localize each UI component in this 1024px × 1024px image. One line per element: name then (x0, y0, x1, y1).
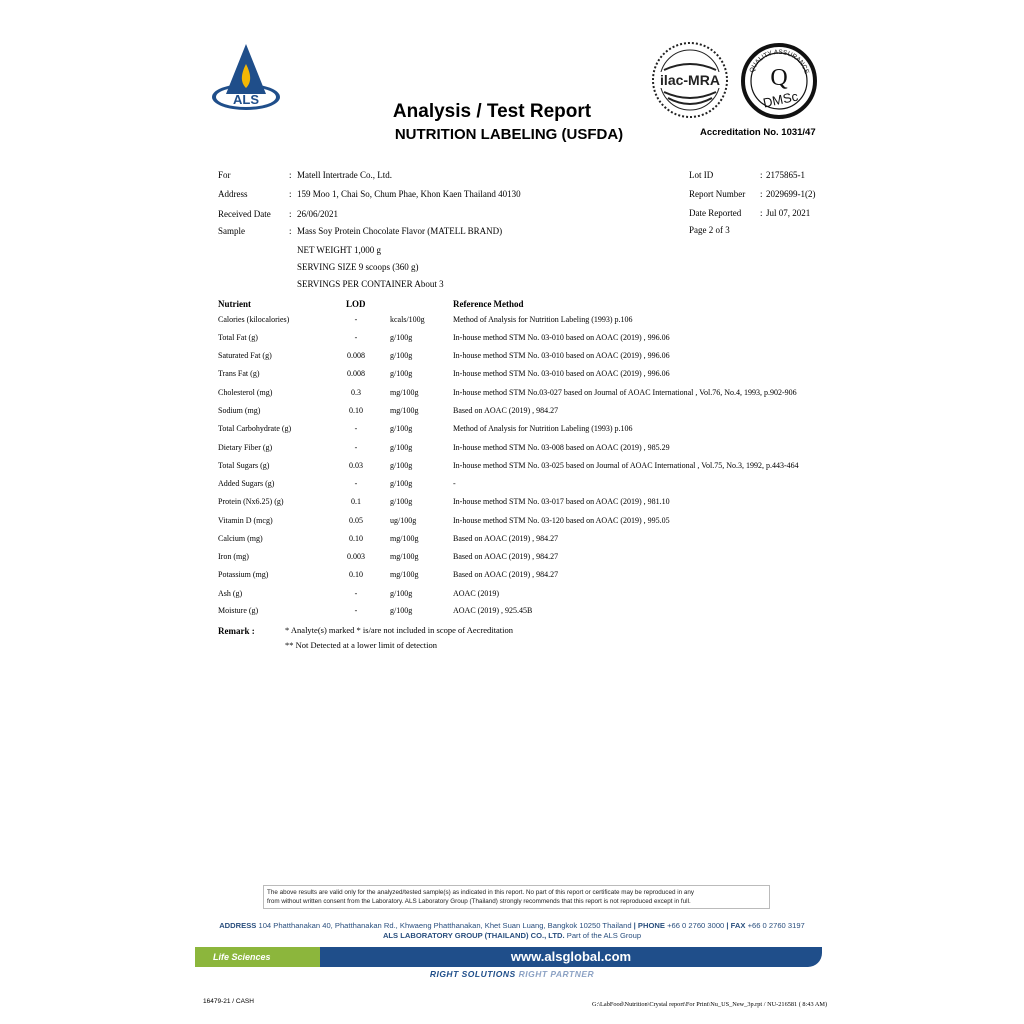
lod-value: 0.10 (349, 534, 363, 543)
reference-method: In-house method STM No. 03-010 based on AOAC (2019) , 996.06 (453, 369, 670, 378)
nutrient-name: Ash (g) (218, 589, 243, 598)
reference-method: In-house method STM No. 03-120 based on AOAC (2019) , 995.05 (453, 516, 670, 525)
file-path: G:\LabFood\Nutrition\Crystal report\For Print\Nu_US_New_3p.rpt / NU-216581 ( 8:43 AM) (592, 1001, 828, 1008)
for-value: Matell Intertrade Co., Ltd. (297, 170, 392, 180)
nutrient-name: Dietary Fiber (g) (218, 443, 273, 452)
nutrient-name: Cholesterol (mg) (218, 388, 273, 397)
reference-method: AOAC (2019) (453, 589, 499, 598)
reference-method: In-house method STM No.03-027 based on Journal of AOAC International , Vol.76, No.4, 1993, p.902-906 (453, 388, 797, 397)
nutrient-name: Sodium (mg) (218, 406, 261, 415)
table-row (0, 570, 1024, 584)
net-weight: NET WEIGHT 1,000 g (297, 245, 381, 255)
lod-value: - (354, 333, 358, 342)
nutrient-name: Saturated Fat (g) (218, 351, 272, 360)
unit: kcals/100g (390, 315, 425, 324)
lod-value: 0.3 (351, 388, 361, 397)
nutrient-name: Protein (Nx6.25) (g) (218, 497, 284, 506)
nutrient-name: Total Sugars (g) (218, 461, 270, 470)
received-value: 26/06/2021 (297, 209, 339, 219)
dmsc-seal (740, 42, 818, 120)
unit: mg/100g (390, 406, 419, 415)
colon: : (760, 170, 763, 180)
table-row (0, 606, 1024, 620)
nutrient-name: Iron (mg) (218, 552, 249, 561)
reference-method: In-house method STM No. 03-008 based on AOAC (2019) , 985.29 (453, 443, 670, 452)
logo-text: ALS (233, 92, 259, 107)
disclaimer-line-2: from without written consent from the Laboratory. ALS Laboratory Group (Thailand) strongly recommends that this report is not reproduced except in full. (267, 898, 691, 905)
table-row (0, 461, 1024, 475)
fax-number: +66 0 2760 3197 (747, 921, 805, 930)
sample-value: Mass Soy Protein Chocolate Flavor (MATELL BRAND) (297, 226, 503, 236)
nutrient-name: Moisture (g) (218, 606, 259, 615)
unit: g/100g (390, 351, 413, 360)
unit: mg/100g (390, 388, 419, 397)
lod-value: 0.10 (349, 406, 363, 415)
sample-label: Sample (218, 226, 245, 236)
remark-line-1: * Analyte(s) marked * is/are not included in scope of Aecreditation (285, 625, 514, 635)
reference-method: Based on AOAC (2019) , 984.27 (453, 552, 559, 561)
table-row (0, 552, 1024, 566)
for-label: For (218, 170, 231, 180)
table-row (0, 333, 1024, 347)
table-row (0, 424, 1024, 438)
date-reported-value: Jul 07, 2021 (766, 208, 811, 218)
fax-label: FAX (730, 921, 746, 930)
colon: : (289, 189, 292, 199)
colon: : (760, 189, 763, 199)
tagline-b: RIGHT PARTNER (518, 969, 595, 979)
phone-label: PHONE (637, 921, 665, 930)
lod-value: 0.1 (351, 497, 361, 506)
unit: mg/100g (390, 534, 419, 543)
address-label: Address (218, 189, 248, 199)
remark-label: Remark : (218, 626, 255, 636)
nutrient-name: Trans Fat (g) (218, 369, 260, 378)
unit: g/100g (390, 369, 413, 378)
table-row (0, 497, 1024, 511)
phone-number: +66 0 2760 3000 (667, 921, 725, 930)
ilac-mra-seal (650, 40, 730, 120)
lod-value: 0.003 (347, 552, 365, 561)
lod-value: 0.10 (349, 570, 363, 579)
reference-method: Method of Analysis for Nutrition Labeling (1993) p.106 (453, 315, 633, 324)
lod-value: 0.03 (349, 461, 363, 470)
unit: g/100g (390, 333, 413, 342)
nutrient-name: Calcium (mg) (218, 534, 263, 543)
servings-per-container: SERVINGS PER CONTAINER About 3 (297, 279, 444, 289)
nutrient-name: Added Sugars (g) (218, 479, 275, 488)
tagline-a: RIGHT SOLUTIONS (429, 969, 516, 979)
company-name: ALS LABORATORY GROUP (THAILAND) CO., LTD. (382, 931, 565, 940)
lod-value: 0.008 (347, 369, 365, 378)
lod-value: - (354, 424, 358, 433)
reference-method: In-house method STM No. 03-017 based on AOAC (2019) , 981.10 (453, 497, 670, 506)
serving-size: SERVING SIZE 9 scoops (360 g) (297, 262, 419, 272)
received-label: Received Date (218, 209, 271, 219)
unit: g/100g (390, 606, 413, 615)
table-row (0, 315, 1024, 329)
lod-value: 0.05 (349, 516, 363, 525)
col-header-nutrient: Nutrient (218, 299, 251, 309)
reference-method: AOAC (2019) , 925.45B (453, 606, 533, 615)
table-row (0, 534, 1024, 548)
report-number-label: Report Number (689, 189, 746, 199)
table-row (0, 406, 1024, 420)
report-subtitle: NUTRITION LABELING (USFDA) (394, 126, 624, 143)
reference-method: In-house method STM No. 03-025 based on Journal of AOAC International , Vol.75, No.3, 1992, p.443-464 (453, 461, 799, 470)
lot-value: 2175865-1 (766, 170, 805, 180)
colon: : (760, 208, 763, 218)
table-row (0, 388, 1024, 402)
nutrient-name: Vitamin D (mcg) (218, 516, 273, 525)
disclaimer-line-1: The above results are valid only for the analyzed/tested sample(s) as indicated in this report. No part of this report or certificate may be reproduced in any (267, 889, 695, 896)
remark-line-2: ** Not Detected at a lower limit of detection (285, 640, 438, 650)
svg-text:Q: Q (770, 65, 788, 91)
nutrient-name: Potassium (mg) (218, 570, 269, 579)
nutrient-name: Total Fat (g) (218, 333, 258, 342)
table-row (0, 351, 1024, 365)
ilac-text: ilac-MRA (660, 72, 720, 88)
reference-method: Based on AOAC (2019) , 984.27 (453, 570, 559, 579)
table-row (0, 589, 1024, 603)
unit: g/100g (390, 461, 413, 470)
nutrient-name: Calories (kilocalories) (218, 315, 290, 324)
colon: : (289, 170, 292, 180)
report-title: Analysis / Test Report (392, 101, 592, 122)
accreditation-number: Accreditation No. 1031/47 (700, 127, 816, 138)
lod-value: - (354, 589, 358, 598)
table-row (0, 443, 1024, 457)
reference-method: Method of Analysis for Nutrition Labeling (1993) p.106 (453, 424, 633, 433)
lod-value: - (354, 315, 358, 324)
reference-method: Based on AOAC (2019) , 984.27 (453, 406, 559, 415)
reference-method: In-house method STM No. 03-010 based on AOAC (2019) , 996.06 (453, 351, 670, 360)
tagline (0, 969, 1024, 979)
company-suffix: Part of the ALS Group (566, 931, 642, 940)
table-row (0, 369, 1024, 383)
lab-address: ADDRESS 104 Phatthanakan 40, Phatthanakan Rd., Khwaeng Phatthanakan, Khet Suan Luang, Bangkok 10250 Thailand | PHONE +66 0 2760 3000 | FAX +66 0 2760 3197 (219, 921, 805, 930)
address-text: 104 Phatthanakan 40, Phatthanakan Rd., Khwaeng Phatthanakan, Khet Suan Luang, Bangkok 10250 Thailand (258, 921, 632, 930)
unit: g/100g (390, 497, 413, 506)
unit: ug/100g (390, 516, 417, 525)
report-number-value: 2029699-1(2) (766, 189, 816, 199)
unit: g/100g (390, 424, 413, 433)
job-code: 16479-21 / CASH (203, 998, 254, 1005)
col-header-lod: LOD (346, 299, 366, 309)
address-label: ADDRESS (219, 921, 257, 930)
unit: mg/100g (390, 570, 419, 579)
lot-label: Lot ID (689, 170, 714, 180)
dms-text: DMSc (761, 88, 800, 111)
address-value: 159 Moo 1, Chai So, Chum Phae, Khon Kaen Thailand 40130 (297, 189, 521, 199)
lod-value: - (354, 443, 358, 452)
page-number: Page 2 of 3 (689, 225, 730, 235)
col-header-method: Reference Method (453, 299, 524, 309)
unit: g/100g (390, 589, 413, 598)
table-row (0, 516, 1024, 530)
website-link[interactable]: www.alsglobal.com (320, 947, 822, 967)
reference-method: Based on AOAC (2019) , 984.27 (453, 534, 559, 543)
date-reported-label: Date Reported (689, 208, 742, 218)
unit: g/100g (390, 443, 413, 452)
lod-value: - (354, 479, 358, 488)
company-line (0, 931, 1024, 940)
unit: mg/100g (390, 552, 419, 561)
reference-method: In-house method STM No. 03-010 based on AOAC (2019) , 996.06 (453, 333, 670, 342)
colon: : (289, 226, 292, 236)
lod-value: 0.008 (347, 351, 365, 360)
lod-value: - (354, 606, 358, 615)
disclaimer-box (263, 885, 770, 909)
nutrient-name: Total Carbohydrate (g) (218, 424, 292, 433)
life-sciences-band: Life Sciences (195, 947, 320, 967)
table-row (0, 479, 1024, 493)
reference-method: - (453, 479, 456, 488)
dms-ring-text: QUALITY ASSURANCE (748, 48, 810, 75)
colon: : (289, 209, 292, 219)
unit: g/100g (390, 479, 413, 488)
